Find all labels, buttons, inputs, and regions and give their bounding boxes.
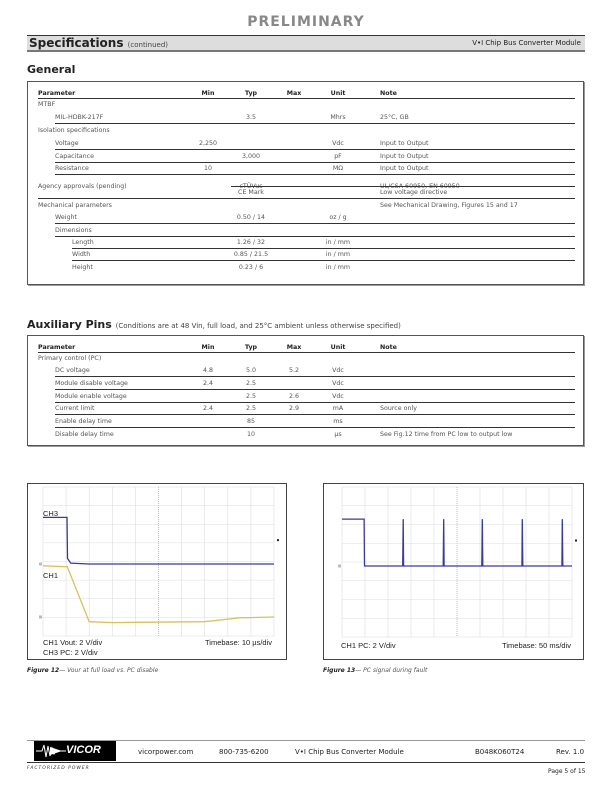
cell-parameter: Agency approvals (pending) bbox=[38, 183, 127, 190]
figure-12-title: Figure 12 bbox=[27, 667, 60, 674]
cell-unit: in / mm bbox=[325, 264, 351, 271]
footer-rule bbox=[27, 762, 585, 763]
cell-note: Input to Output bbox=[380, 153, 429, 160]
ground-marker bbox=[39, 563, 42, 566]
aux-title bbox=[27, 318, 401, 331]
cell-parameter: Module enable voltage bbox=[55, 393, 127, 400]
row-rule bbox=[55, 414, 575, 415]
table-row bbox=[28, 429, 585, 441]
table-row bbox=[28, 99, 585, 111]
table-row bbox=[28, 125, 585, 137]
section-header bbox=[27, 35, 585, 52]
figure-13-text: — PC signal during fault bbox=[355, 667, 428, 674]
cell-unit: Vdc bbox=[332, 380, 344, 387]
cell-unit: oz / g bbox=[329, 214, 347, 221]
scope-figure-13 bbox=[323, 483, 584, 660]
cell-unit: Unit bbox=[330, 90, 346, 97]
header-title bbox=[29, 36, 168, 50]
cell-note: Note bbox=[380, 344, 397, 351]
cell-typ: Typ bbox=[244, 90, 258, 97]
cell-parameter: Module disable voltage bbox=[55, 380, 128, 387]
cell-unit: Unit bbox=[330, 344, 346, 351]
cell-parameter: Height bbox=[72, 264, 93, 271]
cell-parameter: Disable delay time bbox=[55, 431, 114, 438]
preliminary-banner: PRELIMINARY bbox=[247, 14, 365, 30]
row-rule bbox=[55, 123, 575, 124]
cell-typ: cTÜVus bbox=[239, 183, 263, 190]
cell-parameter: Dimensions bbox=[55, 227, 92, 234]
cell-typ: 5.0 bbox=[245, 367, 256, 374]
footer-rev: Rev. 1.0 bbox=[556, 748, 585, 756]
cell-typ: 2.5 bbox=[245, 393, 256, 400]
logo-wave-icon bbox=[36, 743, 66, 759]
footer-part: B048K060T24 bbox=[475, 748, 525, 756]
cell-min: 10 bbox=[203, 165, 212, 172]
cell-typ: 3,000 bbox=[241, 153, 261, 160]
cell-note: Input to Output bbox=[380, 165, 429, 172]
timebase-label: Timebase: 50 ms/div bbox=[502, 641, 571, 650]
cell-parameter: Resistance bbox=[55, 165, 89, 172]
cell-unit: mA bbox=[332, 405, 344, 412]
figure-12-caption bbox=[27, 667, 158, 674]
cell-note: 25°C, GB bbox=[380, 114, 409, 121]
aux-subtitle: (Conditions are at 48 Vin, full load, and 25°C ambient unless otherwise specified) bbox=[115, 322, 401, 330]
cell-note: See Mechanical Drawing, Figures 15 and 17 bbox=[380, 202, 518, 209]
cell-parameter: Voltage bbox=[55, 140, 79, 147]
aux-title-text: Auxiliary Pins bbox=[27, 318, 112, 331]
cell-unit: in / mm bbox=[325, 239, 351, 246]
cell-max: 2.9 bbox=[288, 405, 299, 412]
cell-parameter: Enable delay time bbox=[55, 418, 112, 425]
scale-label: CH1 PC: 2 V/div bbox=[341, 641, 396, 650]
cell-typ: 3.5 bbox=[245, 114, 256, 121]
scale-label: CH1 Vout: 2 V/div bbox=[43, 638, 103, 647]
footer-phone: 800-735-6200 bbox=[219, 748, 269, 756]
row-rule bbox=[55, 389, 575, 390]
cell-unit: µs bbox=[334, 431, 342, 438]
ch3-label: CH3 bbox=[43, 509, 59, 518]
cell-min: Min bbox=[201, 344, 215, 351]
timebase-label: Timebase: 10 µs/div bbox=[205, 638, 272, 647]
cell-note: Low voltage directive bbox=[380, 189, 448, 196]
row-rule bbox=[72, 260, 575, 261]
cell-unit: Mhrs bbox=[330, 114, 346, 121]
cell-max: Max bbox=[286, 344, 302, 351]
trace-ch1 bbox=[43, 566, 274, 623]
cell-note: Input to Output bbox=[380, 140, 429, 147]
row-rule bbox=[55, 427, 575, 428]
scope-plot-13 bbox=[324, 484, 585, 661]
cell-note: Source only bbox=[380, 405, 417, 412]
scale-label: CH3 PC: 2 V/div bbox=[43, 648, 98, 657]
cell-note: See Fig.12 time from PC low to output low bbox=[380, 431, 513, 438]
cell-parameter: Primary control (PC) bbox=[38, 355, 102, 362]
cell-min: 4.8 bbox=[202, 367, 213, 374]
ground-marker bbox=[338, 565, 341, 568]
cell-min: Min bbox=[201, 90, 215, 97]
cell-typ: 0.85 / 21.5 bbox=[233, 251, 269, 258]
footer-product: V•I Chip Bus Converter Module bbox=[295, 748, 404, 756]
cell-typ: 2.5 bbox=[245, 380, 256, 387]
cell-parameter: Length bbox=[72, 239, 94, 246]
ch1-label: CH1 bbox=[43, 571, 59, 580]
row-rule bbox=[55, 376, 575, 377]
cell-parameter: MTBF bbox=[38, 101, 56, 108]
general-table bbox=[27, 81, 584, 285]
header-subtitle: (continued) bbox=[127, 41, 169, 49]
cell-parameter: Width bbox=[72, 251, 91, 258]
footer-page: Page 5 of 15 bbox=[548, 768, 586, 775]
cell-parameter: DC voltage bbox=[55, 367, 90, 374]
cell-max: Max bbox=[286, 90, 302, 97]
cell-max: 5.2 bbox=[288, 367, 299, 374]
footer-website[interactable]: vicorpower.com bbox=[138, 748, 194, 756]
row-rule bbox=[55, 223, 575, 224]
cell-parameter: Weight bbox=[55, 214, 77, 221]
table-row bbox=[28, 200, 585, 212]
cell-unit: pF bbox=[334, 153, 342, 160]
table-row bbox=[28, 262, 585, 274]
cell-min: 2.4 bbox=[202, 405, 213, 412]
vicor-logo bbox=[34, 741, 116, 761]
cell-parameter: Capacitance bbox=[55, 153, 94, 160]
cell-unit: Vdc bbox=[332, 393, 344, 400]
cell-parameter: Mechanical parameters bbox=[38, 202, 112, 209]
cell-typ: 10 bbox=[246, 431, 255, 438]
scope-figure-12 bbox=[27, 483, 287, 660]
cell-typ: 0.23 / 6 bbox=[238, 264, 264, 271]
ground-marker bbox=[39, 616, 42, 619]
cell-typ: CE Mark bbox=[238, 189, 264, 196]
trigger-marker bbox=[277, 539, 279, 541]
row-rule bbox=[38, 198, 575, 199]
figure-13-caption bbox=[323, 667, 427, 674]
cell-unit: Vdc bbox=[332, 140, 344, 147]
cell-parameter: MIL-HDBK-217F bbox=[55, 114, 104, 121]
trace-ch1 bbox=[342, 519, 572, 566]
cell-unit: ms bbox=[333, 418, 343, 425]
cell-typ: 85 bbox=[246, 418, 255, 425]
cell-typ: 0.50 / 14 bbox=[236, 214, 266, 221]
cell-typ: 2.5 bbox=[245, 405, 256, 412]
cell-parameter: Parameter bbox=[38, 344, 76, 351]
header-title-text: Specifications bbox=[29, 36, 124, 50]
cell-parameter: Current limit bbox=[55, 405, 95, 412]
cell-unit: MΩ bbox=[332, 165, 344, 172]
figure-12-text: — Vour at full load vs. PC disable bbox=[59, 667, 159, 674]
aux-table bbox=[27, 335, 584, 446]
general-title: General bbox=[27, 63, 76, 76]
figure-13-title: Figure 13 bbox=[323, 667, 356, 674]
cell-typ: 1.26 / 32 bbox=[236, 239, 266, 246]
row-rule bbox=[55, 149, 575, 150]
cell-min: 2,250 bbox=[198, 140, 218, 147]
cell-parameter: Parameter bbox=[38, 90, 76, 97]
cell-min: 2.4 bbox=[202, 380, 213, 387]
cell-unit: in / mm bbox=[325, 251, 351, 258]
cell-note: UL/CSA 60950, EN 60950 bbox=[380, 183, 460, 190]
tagline: FACTORIZED POWER bbox=[27, 766, 90, 771]
header-product: V•I Chip Bus Converter Module bbox=[472, 39, 581, 47]
cell-unit: Vdc bbox=[332, 367, 344, 374]
cell-note: Note bbox=[380, 90, 397, 97]
cell-max: 2.6 bbox=[288, 393, 299, 400]
table-row bbox=[28, 353, 585, 365]
trigger-marker bbox=[575, 540, 577, 542]
cell-parameter: Isolation specifications bbox=[38, 127, 110, 134]
cell-typ: Typ bbox=[244, 344, 258, 351]
logo-text: VICOR bbox=[66, 744, 101, 756]
scope-plot-12 bbox=[28, 484, 288, 661]
